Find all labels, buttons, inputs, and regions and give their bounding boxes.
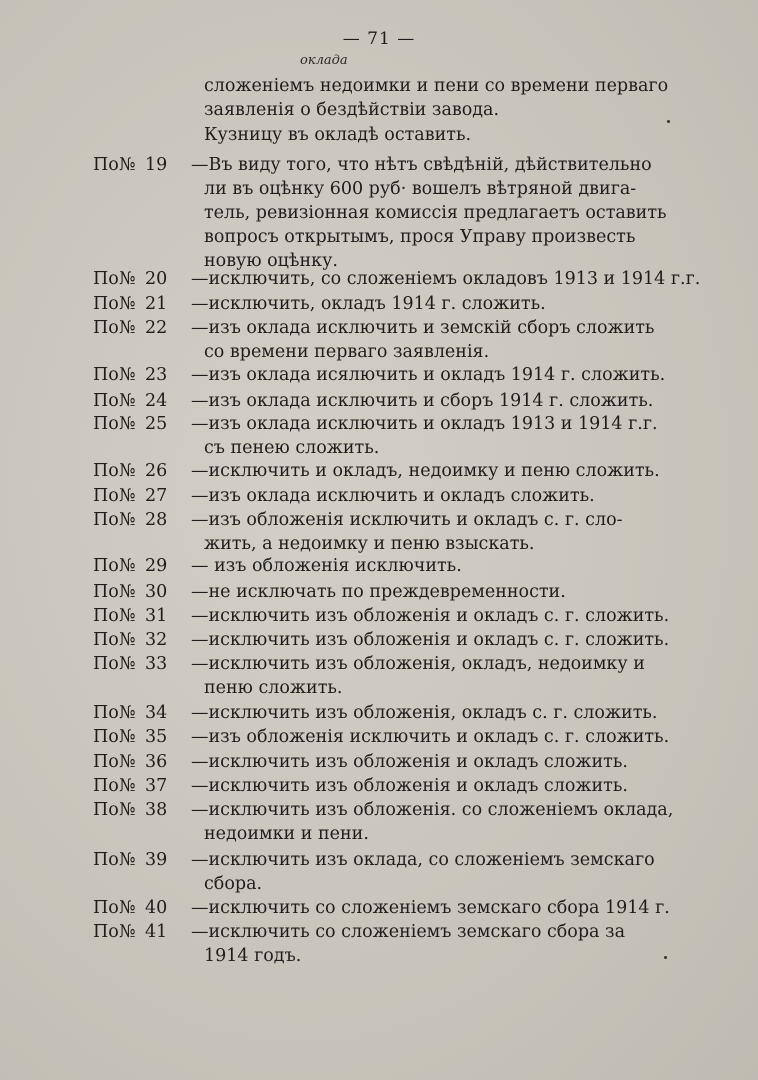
entry-29 — [93, 554, 462, 578]
entry-text: —Въ виду того, что нѣтъ свѣдѣній, дѣйствительно — [191, 155, 652, 175]
handwritten-note: оклада — [300, 53, 348, 68]
entry-number-sign: № — [119, 703, 136, 723]
entry-number: 20 — [145, 269, 168, 289]
entry-label: По — [93, 294, 119, 314]
entry-35 — [93, 725, 669, 749]
entry-text: —изъ обложенія исключить и окладъ с. г. сложить. — [191, 727, 670, 747]
entry-number-sign: № — [119, 294, 136, 314]
entry-number: 23 — [145, 365, 168, 385]
entry-number-sign: № — [119, 269, 136, 289]
continuation-line: Кузницу въ окладѣ оставить. — [204, 125, 472, 145]
entry-text: —исключить со сложеніемъ земскаго сбора 1914 г. — [191, 898, 670, 918]
entry-number: 37 — [145, 776, 168, 796]
entry-number: 31 — [145, 606, 168, 626]
entry-label: По — [93, 752, 119, 772]
entry-text: —исключить изъ обложенія. со сложеніемъ оклада, — [191, 800, 674, 820]
entry-text-continuation: новую оцѣнку. — [204, 251, 338, 271]
entry-text: —изъ обложенія исключить и окладъ с. г. сло- — [191, 510, 623, 530]
entry-text-continuation: со времени перваго заявленія. — [204, 342, 490, 362]
ink-speck — [667, 120, 670, 123]
entry-number: 32 — [145, 630, 168, 650]
entry-number: 40 — [145, 898, 168, 918]
entry-label: По — [93, 630, 119, 650]
entry-33 — [93, 652, 645, 676]
entry-30 — [93, 580, 566, 604]
entry-number-sign: № — [119, 318, 136, 338]
entry-28 — [93, 508, 623, 532]
entry-number: 25 — [145, 414, 168, 434]
entry-number: 19 — [145, 155, 168, 175]
entry-number: 22 — [145, 318, 168, 338]
entry-number-sign: № — [119, 155, 136, 175]
entry-41 — [93, 920, 625, 944]
entry-20 — [93, 267, 700, 291]
entry-32 — [93, 628, 669, 652]
entry-text: —исключить изъ обложенія, окладъ, недоимку и — [191, 654, 645, 674]
continuation-line: заявленія о бездѣйствіи завода. — [204, 100, 500, 120]
entry-label: По — [93, 510, 119, 530]
entry-number-sign: № — [119, 654, 136, 674]
entry-25 — [93, 412, 658, 436]
entry-number-sign: № — [119, 630, 136, 650]
ink-speck — [664, 956, 667, 959]
entry-number: 34 — [145, 703, 168, 723]
entry-number: 27 — [145, 486, 168, 506]
entry-number: 36 — [145, 752, 168, 772]
entry-text-continuation: вопросъ открытымъ, прося Управу произвесть — [204, 227, 636, 247]
entry-19 — [93, 153, 652, 177]
entry-label: По — [93, 391, 119, 411]
entry-36 — [93, 750, 628, 774]
entry-text-continuation: сбора. — [204, 874, 263, 894]
entry-label: По — [93, 461, 119, 481]
entry-label: По — [93, 776, 119, 796]
entry-number-sign: № — [119, 850, 136, 870]
entry-number-sign: № — [119, 461, 136, 481]
entry-text: —изъ оклада исключить и окладъ сложить. — [191, 486, 595, 506]
entry-label: По — [93, 727, 119, 747]
entry-number: 30 — [145, 582, 168, 602]
entry-text: —не исключать по преждевременности. — [191, 582, 566, 602]
entry-label: По — [93, 654, 119, 674]
entry-number-sign: № — [119, 752, 136, 772]
entry-text: —исключить изъ обложенія, окладъ с. г. сложить. — [191, 703, 658, 723]
entry-27 — [93, 484, 595, 508]
entry-number: 21 — [145, 294, 168, 314]
entry-number-sign: № — [119, 414, 136, 434]
entry-text-continuation: недоимки и пени. — [204, 824, 369, 844]
entry-34 — [93, 701, 657, 725]
entry-38 — [93, 798, 673, 822]
entry-text: —исключить и окладъ, недоимку и пеню сложить. — [191, 461, 660, 481]
entry-text: —исключить изъ оклада, со сложеніемъ земскаго — [191, 850, 655, 870]
entry-label: По — [93, 703, 119, 723]
entry-text-continuation: 1914 годъ. — [204, 946, 302, 966]
entry-22 — [93, 316, 654, 340]
entry-text: —исключить изъ обложенія и окладъ сложить. — [191, 752, 628, 772]
entry-label: По — [93, 850, 119, 870]
entry-label: По — [93, 606, 119, 626]
entry-label: По — [93, 365, 119, 385]
entry-label: По — [93, 155, 119, 175]
entry-text-continuation: съ пенею сложить. — [204, 438, 380, 458]
entry-text-continuation: пеню сложить. — [204, 678, 343, 698]
entry-number: 28 — [145, 510, 168, 530]
entry-text: —исключить, окладъ 1914 г. сложить. — [191, 294, 546, 314]
entry-text: —изъ оклада исключить и земскій сборъ сложить — [191, 318, 655, 338]
entry-21 — [93, 292, 546, 316]
entry-label: По — [93, 318, 119, 338]
entry-number: 26 — [145, 461, 168, 481]
entry-number-sign: № — [119, 582, 136, 602]
entry-number-sign: № — [119, 391, 136, 411]
entry-number-sign: № — [119, 776, 136, 796]
entry-label: По — [93, 800, 119, 820]
entry-number: 38 — [145, 800, 168, 820]
entry-number: 33 — [145, 654, 168, 674]
entry-text: —изъ оклада исключить и окладъ 1913 и 1914 г.г. — [191, 414, 658, 434]
entry-text: —исключить изъ обложенія и окладъ сложить. — [191, 776, 628, 796]
entry-number: 24 — [145, 391, 168, 411]
entry-number-sign: № — [119, 727, 136, 747]
entry-label: По — [93, 582, 119, 602]
entry-40 — [93, 896, 670, 920]
entry-text: —исключить, со сложеніемъ окладовъ 1913 и 1914 г.г. — [191, 269, 701, 289]
entry-number: 41 — [145, 922, 168, 942]
entry-text: — изъ обложенія исключить. — [191, 556, 462, 576]
entry-label: По — [93, 556, 119, 576]
entry-number-sign: № — [119, 486, 136, 506]
entry-number: 35 — [145, 727, 168, 747]
entry-number-sign: № — [119, 365, 136, 385]
entry-text-continuation: жить, а недоимку и пеню взыскать. — [204, 534, 535, 554]
entry-23 — [93, 363, 665, 387]
entry-label: По — [93, 269, 119, 289]
page-number: — 71 — — [342, 29, 416, 49]
entry-number: 29 — [145, 556, 168, 576]
entry-text-continuation: ли въ оцѣнку 600 руб· вошелъ вѣтряной двига- — [204, 179, 637, 199]
entry-37 — [93, 774, 628, 798]
entry-number-sign: № — [119, 510, 136, 530]
entry-number-sign: № — [119, 898, 136, 918]
entry-number-sign: № — [119, 800, 136, 820]
entry-text: —исключить изъ обложенія и окладъ с. г. сложить. — [191, 606, 670, 626]
entry-text: —изъ оклада исялючить и окладъ 1914 г. сложить. — [191, 365, 666, 385]
entry-number-sign: № — [119, 556, 136, 576]
entry-label: По — [93, 898, 119, 918]
continuation-line: сложеніемъ недоимки и пени со времени перваго — [204, 76, 669, 96]
entry-39 — [93, 848, 655, 872]
entry-text-continuation: тель, ревизіонная комиссія предлагаетъ оставить — [204, 203, 667, 223]
entry-24 — [93, 389, 653, 413]
entry-26 — [93, 459, 660, 483]
entry-text: —исключить со сложеніемъ земскаго сбора за — [191, 922, 625, 942]
entry-text: —изъ оклада исключить и сборъ 1914 г. сложить. — [191, 391, 654, 411]
entry-number-sign: № — [119, 922, 136, 942]
entry-label: По — [93, 922, 119, 942]
entry-text: —исключить изъ обложенія и окладъ с. г. сложить. — [191, 630, 670, 650]
entry-31 — [93, 604, 669, 628]
entry-number-sign: № — [119, 606, 136, 626]
entry-label: По — [93, 414, 119, 434]
entry-label: По — [93, 486, 119, 506]
entry-number: 39 — [145, 850, 168, 870]
